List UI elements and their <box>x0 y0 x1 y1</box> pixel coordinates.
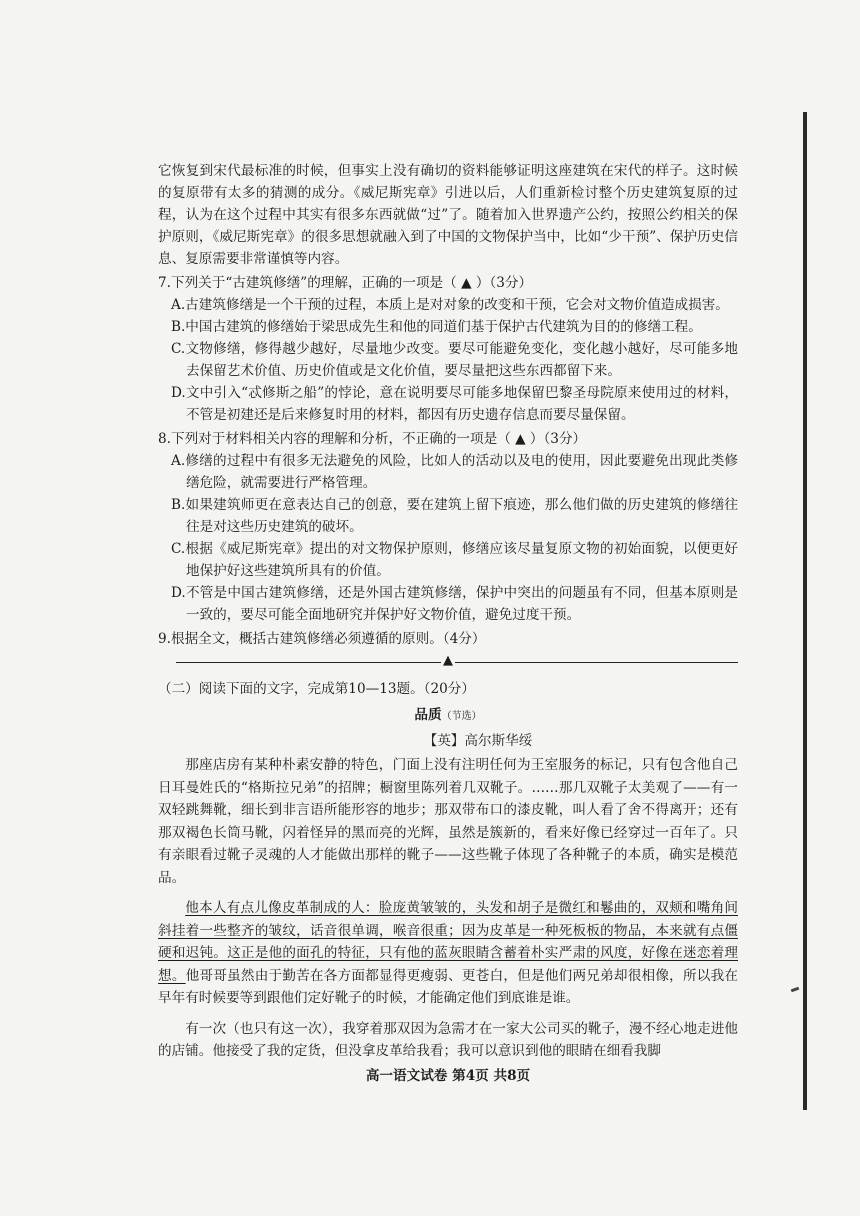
question-7-option-d: D.文中引入“忒修斯之船”的悖论，意在说明要尽可能多地保留巴黎圣母院原来使用过的材料，不管是初建还是后来修复时用的材料，都因有历史遗存信息而要尽量保留。 <box>171 385 738 423</box>
answer-mark: ▲ <box>441 650 455 672</box>
question-7-option-b: B.中国古建筑的修缮始于梁思成先生和他的同道们基于保护古代建筑为目的的修缮工程。 <box>171 319 702 335</box>
scan-edge-line <box>803 112 807 1110</box>
underlined-sentence: 他本人有点儿像皮革制成的人：脸庞黄皱皱的，头发和胡子是微红和鬈曲的，双颊和嘴角间斜挂着一些整齐的皱纹，话音很单调，喉音很重；因为皮革是一种死板板的物品，本来就有点僵硬和迟钝。这正是他的面孔的特征，只有他的蓝灰眼睛含蓄着朴实严肃的风度，好像在迷恋着理想。 <box>158 900 738 984</box>
passage-title <box>158 704 738 728</box>
passage-paragraph-3: 有一次（也只有这一次），我穿着那双因为急需才在一家大公司买的靴子，漫不经心地走进他的店铺。他接受了我的定货，但没拿皮革给我看；我可以意识到他的眼睛在细看我脚 <box>158 1020 738 1059</box>
passage-paragraph-1: 那座店房有某种朴素安静的特色，门面上没有注明任何为王室服务的标记，只有包含他自己日耳曼姓氏的“格斯拉兄弟”的招牌；橱窗里陈列着几双靴子。……那几双靴子太美观了——有一双轻跳舞靴，细长到非言语所能形容的地步；那双带布口的漆皮靴，叫人看了舍不得离开；还有那双褐色长筒马靴，闪着怪异的黑而亮的光辉，虽然是簇新的，看来好像已经穿过一百年了。只有亲眼看过靴子灵魂的人才能做出那样的靴子——这些靴子体现了各种靴子的本质，确实是模范品。 <box>158 757 738 886</box>
question-8-option-b: B.如果建筑师更在意表达自己的创意，要在建筑上留下痕迹，那么他们做的历史建筑的修缮往往是对这些历史建筑的破坏。 <box>171 497 738 535</box>
question-8-option-c: C.根据《威尼斯宪章》提出的对文物保护原则，修缮应该尽量复原文物的初始面貌，以便更好地保护好这些建筑所具有的价值。 <box>171 541 738 579</box>
page-content <box>158 160 738 1100</box>
passage-paragraph-2 <box>158 897 738 1010</box>
scan-mark <box>791 987 800 993</box>
question-8-option-d: D.不管是中国古建筑修缮，还是外国古建筑修缮，保护中突出的问题虽有不同，但基本原则是一致的，要尽可能全面地研究并保护好文物价值，避免过度干预。 <box>171 585 738 623</box>
question-8-stem: 8.下列对于材料相关内容的理解和分析，不正确的一项是（ ▲ ）（3分） <box>158 431 587 447</box>
question-7-option-c: C.文物修缮，修得越少越好，尽量地少改变。要尽可能避免变化，变化越小越好，尽可能多地去保留艺术价值、历史价值或是文化价值，要尽量把这些东西都留下来。 <box>171 341 738 379</box>
question-9-stem: 9.根据全文，概括古建筑修缮必须遵循的原则。（4分） <box>158 631 486 647</box>
intro-paragraph: 它恢复到宋代最标准的时候，但事实上没有确切的资料能够证明这座建筑在宋代的样子。这时候的复原带有太多的猜测的成分。《威尼斯宪章》引进以后，人们重新检讨整个历史建筑复原的过程，认为在这个过程中其实有很多东西就做“过”了。随着加入世界遗产公约，按照公约相关的保护原则，《威尼斯宪章》的很多思想就融入到了中国的文物保护当中，比如“少干预”、保护历史信息、复原需要非常谨慎等内容。 <box>158 163 738 267</box>
question-7-option-a: A.古建筑修缮是一个干预的过程，本质上是对对象的改变和干预，它会对文物价值造成损害。 <box>171 297 729 313</box>
question-8-option-a: A.修缮的过程中有很多无法避免的风险，比如人的活动以及电的使用，因此要避免出现此类修缮危险，就需要进行严格管理。 <box>171 453 738 491</box>
answer-line <box>176 662 738 663</box>
question-7-stem: 7.下列关于“古建筑修缮”的理解，正确的一项是（ ▲ ）（3分） <box>158 275 533 291</box>
section-2-heading: （二）阅读下面的文字，完成第10—13题。（20分） <box>158 681 475 697</box>
page-footer: 高一语文试卷 第4页 共8页 <box>365 1067 531 1084</box>
passage-title-text: 品质 <box>414 707 442 723</box>
paragraph-2-rest: 他哥哥虽然由于勤苦在各方面都显得更瘦弱、更苍白，但是他们两兄弟却很相像，所以我在早年有时候要等到跟他们定好靴子的时候，才能确定他们到底谁是谁。 <box>158 967 739 1006</box>
question-9-answer-area <box>158 652 738 672</box>
passage-title-note: （节选） <box>441 711 482 722</box>
passage-author: 【英】高尔斯华绥 <box>423 733 533 749</box>
